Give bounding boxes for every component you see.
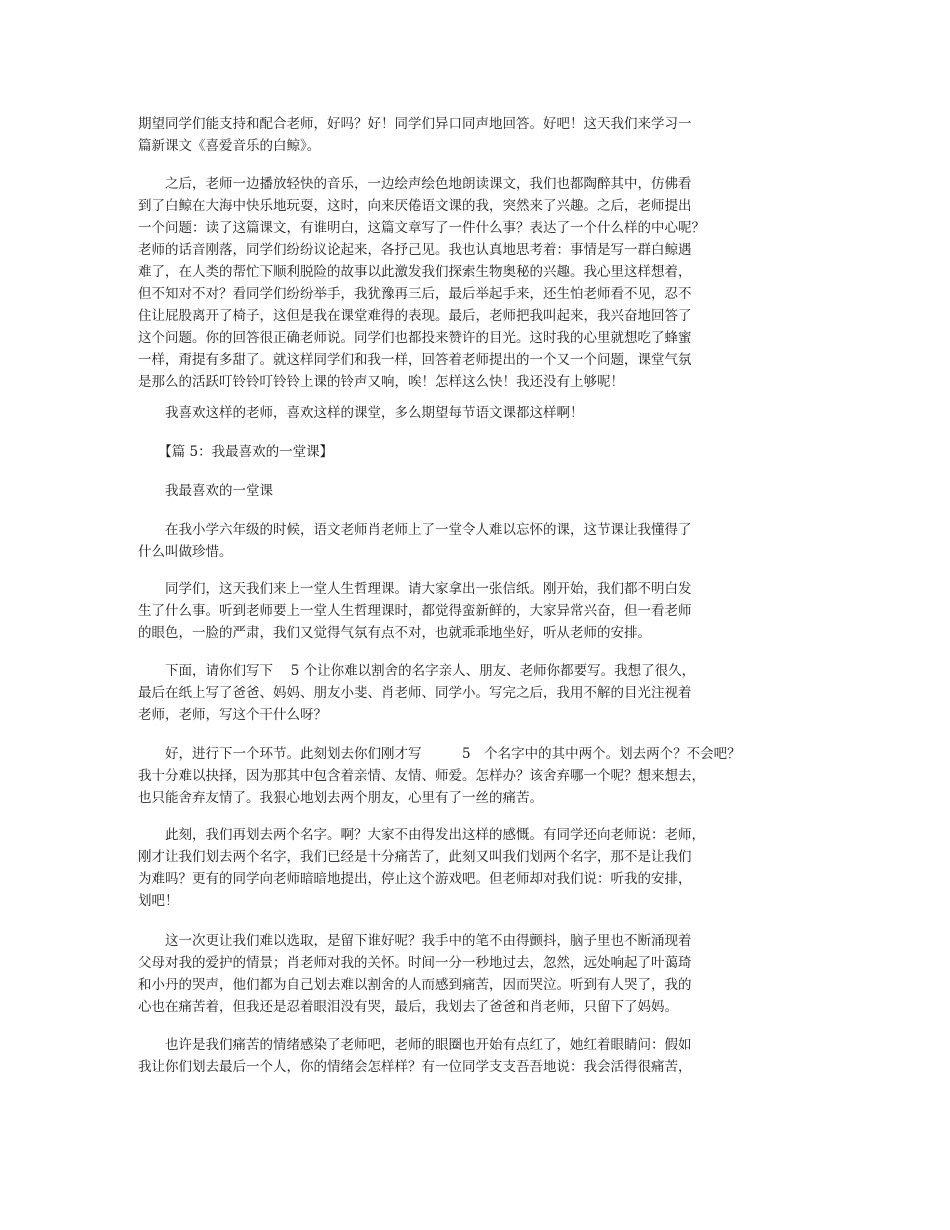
section-heading [138,441,798,463]
paragraph-8 [138,824,798,912]
paragraph-6 [138,660,798,726]
section-title [138,480,798,502]
paragraph-7 [138,743,798,809]
text-line: 划吧！ [138,893,179,909]
text-line: 也只能舍弃友情了。我狠心地划去两个朋友，心里有了一丝的痛苦。 [138,790,543,806]
text-line: 是那么的活跃叮铃铃叮铃铃上课的铃声又响，唉！怎样这么快！我还没有上够呢！ [138,374,624,390]
text-line: 和小丹的哭声，他们都为自己划去难以割舍的人而感到痛苦，因而哭泣。听到有人哭了，我的 [138,977,692,993]
text-line: 期望同学们能支持和配合老师，好吗？好！同学们异口同声地回答。好吧！这天我们来学习一 [138,116,692,132]
text-line: 我十分难以抉择，因为那其中包含着亲情、友情、师爱。怎样办？该舍弃哪一个呢？想来想去， [138,768,705,784]
text-line: 的眼色，一脸的严肃，我们又觉得气氛有点不对，也就乖乖地坐好，听从老师的安排。 [138,625,651,641]
paragraph-9 [138,930,798,1018]
text-line: 生了什么事。听到老师要上一堂人生哲理课时，都觉得蛮新鲜的，大家异常兴奋，但一看老师 [138,603,692,619]
paragraph-10 [138,1034,798,1078]
text-line: 一个问题：读了这篇课文，有谁明白，这篇文章写了一件什么事？表达了一个什么样的中心呢？ [138,220,705,236]
text-line: 老师的话音刚落，同学们纷纷议论起来，各抒己见。我也认真地思考着：事情是写一群白鲸遇 [138,242,692,258]
text-line: 心也在痛苦着，但我还是忍着眼泪没有哭，最后，我划去了爸爸和肖老师，只留下了妈妈。 [138,999,678,1015]
text-line: 一样，甭提有多甜了。就这样同学们和我一样，回答着老师提出的一个又一个问题，课堂气氛 [138,352,692,368]
text-line: 到了白鲸在大海中快乐地玩耍，这时，向来厌倦语文课的我，突然来了兴趣。之后，老师提出 [138,198,692,214]
text-line: 这一次更让我们难以选取，是留下谁好呢？我手中的笔不由得颤抖，脑子里也不断涌现着 [138,933,692,949]
text-line: 老师，老师，写这个干什么呀？ [138,707,327,723]
text-line: 好，进行下一个环节。此刻划去你们刚才写 5 个名字中的其中两个。划去两个？不会吧？ [138,746,741,762]
paragraph-2 [138,173,798,393]
paragraph-3 [138,402,798,424]
text-line: 这个问题。你的回答很正确老师说。同学们也都投来赞许的目光。这时我的心里就想吃了蜂蜜 [138,330,692,346]
text-line: 同学们，这天我们来上一堂人生哲理课。请大家拿出一张信纸。刚开始，我们都不明白发 [138,581,692,597]
text-line: 但不知对不对？看同学们纷纷举手，我犹豫再三后，最后举起手来，还生怕老师看不见，忍不 [138,286,692,302]
text-line: 我最喜欢的一堂课 [138,483,273,499]
text-line: 我喜欢这样的老师，喜欢这样的课堂，多么期望每节语文课都这样啊！ [138,405,584,421]
text-line: 为难吗？更有的同学向老师暗暗地提出，停止这个游戏吧。但老师却对我们说：听我的安排， [138,871,692,887]
text-line: 父母对我的爱护的情景；肖老师对我的关怀。时间一分一秒地过去，忽然，远处响起了叶蔼琦 [138,955,692,971]
text-line: 也许是我们痛苦的情绪感染了老师吧，老师的眼圈也开始有点红了，她红着眼睛问：假如 [138,1037,692,1053]
text-line: 我让你们划去最后一个人，你的情绪会怎样样？有一位同学支支吾吾地说：我会活得很痛苦， [138,1059,692,1075]
text-line: 下面，请你们写下 5 个让你难以割舍的名字亲人、朋友、老师你都要写。我想了很久， [138,663,696,679]
text-line: 在我小学六年级的时候，语文老师肖老师上了一堂令人难以忘怀的课，这节课让我懂得了 [138,522,692,538]
text-line: 难了，在人类的帮忙下顺利脱险的故事以此激发我们探索生物奥秘的兴趣。我心里这样想着， [138,264,692,280]
text-line: 之后，老师一边播放轻快的音乐，一边绘声绘色地朗读课文，我们也都陶醉其中，仿佛看 [138,176,692,192]
paragraph-1 [138,113,798,157]
text-line: 此刻，我们再划去两个名字。啊？大家不由得发出这样的感慨。有同学还向老师说：老师， [138,827,705,843]
text-line: 什么叫做珍惜。 [138,544,233,560]
paragraph-5 [138,578,798,644]
text-line: 篇新课文《喜爱音乐的白鲸》。 [138,138,321,154]
paragraph-4 [138,519,798,563]
text-line: 最后在纸上写了爸爸、妈妈、朋友小斐、肖老师、同学小。写完之后，我用不解的目光注视着 [138,685,692,701]
text-line: 住让屁股离开了椅子，这但是我在课堂难得的表现。最后，老师把我叫起来，我兴奋地回答了 [138,308,692,324]
text-line: 刚才让我们划去两个名字，我们已经是十分痛苦了，此刻又叫我们划两个名字，那不是让我们 [138,849,692,865]
text-line: 【篇 5：我最喜欢的一堂课】 [138,444,334,460]
